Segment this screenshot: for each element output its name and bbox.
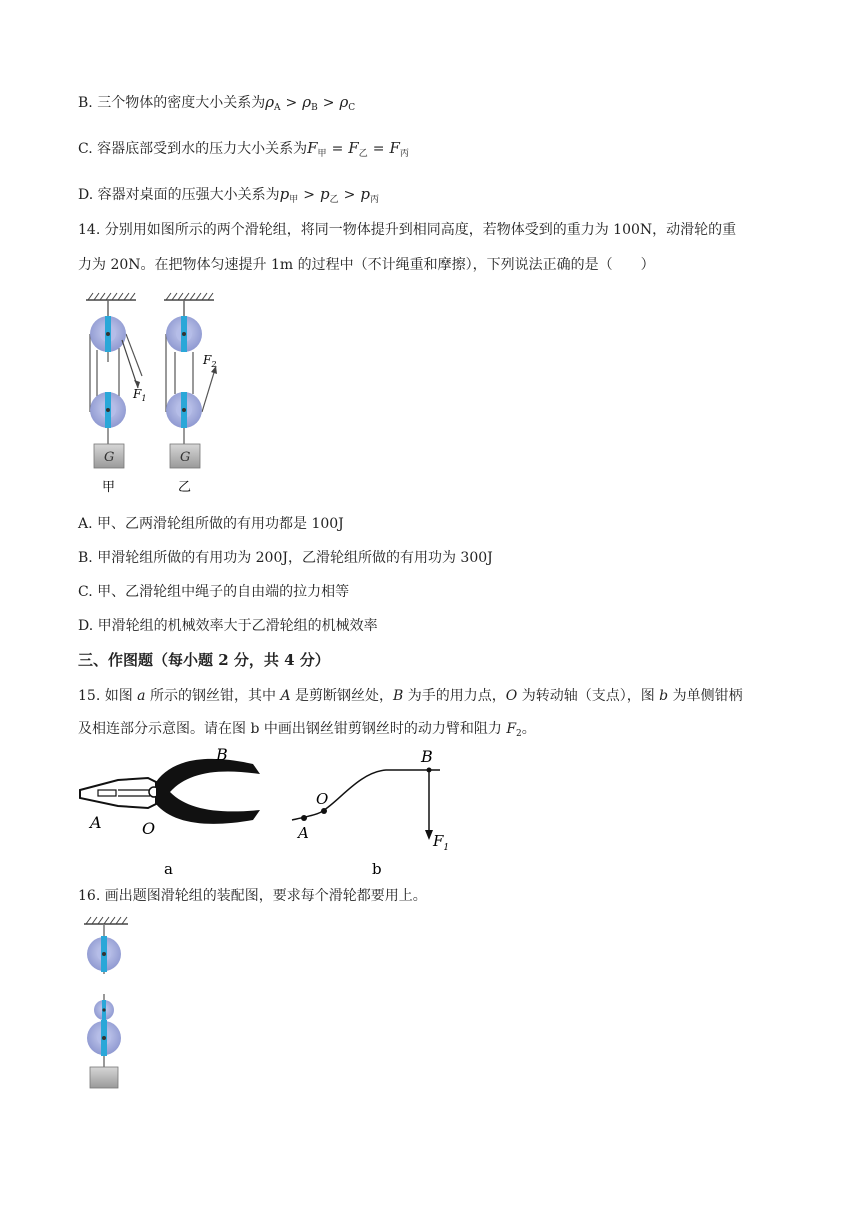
ceiling-right: [164, 293, 214, 300]
text: 15. 如图: [78, 688, 138, 704]
label-a-b: A: [298, 824, 309, 842]
text: 为单侧钳柄: [668, 688, 743, 704]
force-label-f2: $F_2$: [203, 353, 217, 369]
force-symbol: F: [307, 139, 318, 157]
text: B: [393, 688, 404, 704]
point-o: [321, 808, 327, 814]
text: 为手的用力点，: [403, 688, 506, 704]
section-3-heading: 三、作图题（每小题 2 分，共 4 分）: [78, 651, 330, 669]
text: b: [659, 688, 669, 704]
lever-curve: [292, 770, 440, 820]
ceiling-left: [86, 293, 136, 300]
caption-left: 甲: [102, 480, 116, 495]
q16-pulley-figure: [82, 914, 132, 1092]
q13-option-c: [78, 137, 409, 165]
weight-block: [90, 1067, 118, 1088]
q15-stem-line2: [78, 718, 536, 745]
operator: =: [331, 141, 344, 157]
subscript: 甲: [289, 195, 299, 205]
subscript: 甲: [317, 149, 327, 159]
ceiling: [84, 917, 128, 924]
pulley-system-left: [90, 300, 142, 468]
small-movable-pulley: [94, 1000, 114, 1020]
fixed-pulley: [87, 936, 121, 972]
operator: >: [343, 187, 356, 203]
subscript: 丙: [369, 195, 379, 205]
large-movable-pulley: [87, 1020, 121, 1056]
subscript: 2: [516, 729, 522, 739]
pressure-symbol: p: [279, 185, 290, 203]
pliers-figure-a: [78, 745, 268, 878]
force-symbol: F: [389, 139, 400, 157]
force-symbol: F: [506, 721, 517, 737]
option-text: C. 容器底部受到水的压力大小关系为: [78, 141, 308, 157]
pulley-systems-figure: [80, 290, 230, 500]
operator: >: [322, 95, 335, 111]
caption-b: b: [372, 860, 382, 878]
q14-option-d: D. 甲滑轮组的机械效率大于乙滑轮组的机械效率: [78, 618, 378, 634]
subscript: 乙: [329, 195, 339, 205]
q16-stem: 16. 画出题图滑轮组的装配图，要求每个滑轮都要用上。: [78, 888, 427, 904]
lever-figure-b: [290, 748, 460, 878]
text: 所示的钢丝钳，其中: [145, 688, 281, 704]
subscript: C: [348, 103, 356, 113]
operator: >: [285, 95, 298, 111]
pliers-handles: [156, 759, 260, 824]
point-a: [301, 815, 307, 821]
subscript: B: [311, 103, 318, 113]
q13-option-b: [78, 91, 355, 119]
weight-label-right: G: [180, 450, 191, 465]
rho-symbol: ρ: [302, 93, 312, 111]
weight-label-left: G: [104, 450, 115, 465]
rho-symbol: ρ: [339, 93, 349, 111]
rho-symbol: ρ: [265, 93, 275, 111]
operator: =: [372, 141, 385, 157]
force-label-f1: $F_1$: [133, 387, 147, 403]
q14-stem-line2: 力为 20N。在把物体匀速提升 1m 的过程中（不计绳重和摩擦），下列说法正确的是（ ）: [78, 257, 655, 273]
label-b-b: B: [421, 747, 433, 766]
subscript: A: [274, 103, 281, 113]
subscript: 丙: [399, 149, 409, 159]
q13-option-d: [78, 183, 379, 211]
text: 是剪断钢丝处，: [290, 688, 394, 704]
caption-a: a: [164, 860, 173, 878]
q14-option-b: B. 甲滑轮组所做的有用功为 200J，乙滑轮组所做的有用功为 300J: [78, 550, 493, 566]
text: A: [280, 688, 291, 704]
label-a-a: A: [90, 813, 102, 832]
pliers-jaw: [80, 778, 159, 808]
label-b-a: B: [216, 745, 228, 764]
label-f1: $F_1$: [433, 832, 450, 853]
pressure-symbol: p: [360, 185, 370, 203]
pulley-system-right: [166, 300, 217, 468]
q15-stem-line1: [78, 685, 743, 707]
subscript: 乙: [358, 149, 368, 159]
caption-right: 乙: [178, 480, 192, 495]
q14-option-c: C. 甲、乙滑轮组中绳子的自由端的拉力相等: [78, 584, 350, 600]
label-o-b: O: [316, 790, 329, 808]
q14-stem-line1: 14. 分别用如图所示的两个滑轮组，将同一物体提升到相同高度，若物体受到的重力为 100N，动滑轮的重: [78, 222, 737, 238]
text: 及相连部分示意图。请在图 b 中画出钢丝钳剪钢丝时的动力臂和阻力: [78, 721, 507, 737]
text: a: [137, 688, 146, 704]
pressure-symbol: p: [320, 185, 330, 203]
text: O: [505, 688, 518, 704]
force-f1-arrowhead: [425, 830, 433, 840]
text: 为转动轴（支点），图: [517, 688, 660, 704]
operator: >: [303, 187, 315, 203]
force-symbol: F: [348, 139, 359, 157]
option-text: B. 三个物体的密度大小关系为: [78, 95, 266, 111]
label-o-a: O: [142, 819, 156, 838]
q14-option-a: A. 甲、乙两滑轮组所做的有用功都是 100J: [78, 516, 344, 532]
option-text: D. 容器对桌面的压强大小关系为: [78, 187, 280, 203]
text: 。: [521, 721, 536, 737]
